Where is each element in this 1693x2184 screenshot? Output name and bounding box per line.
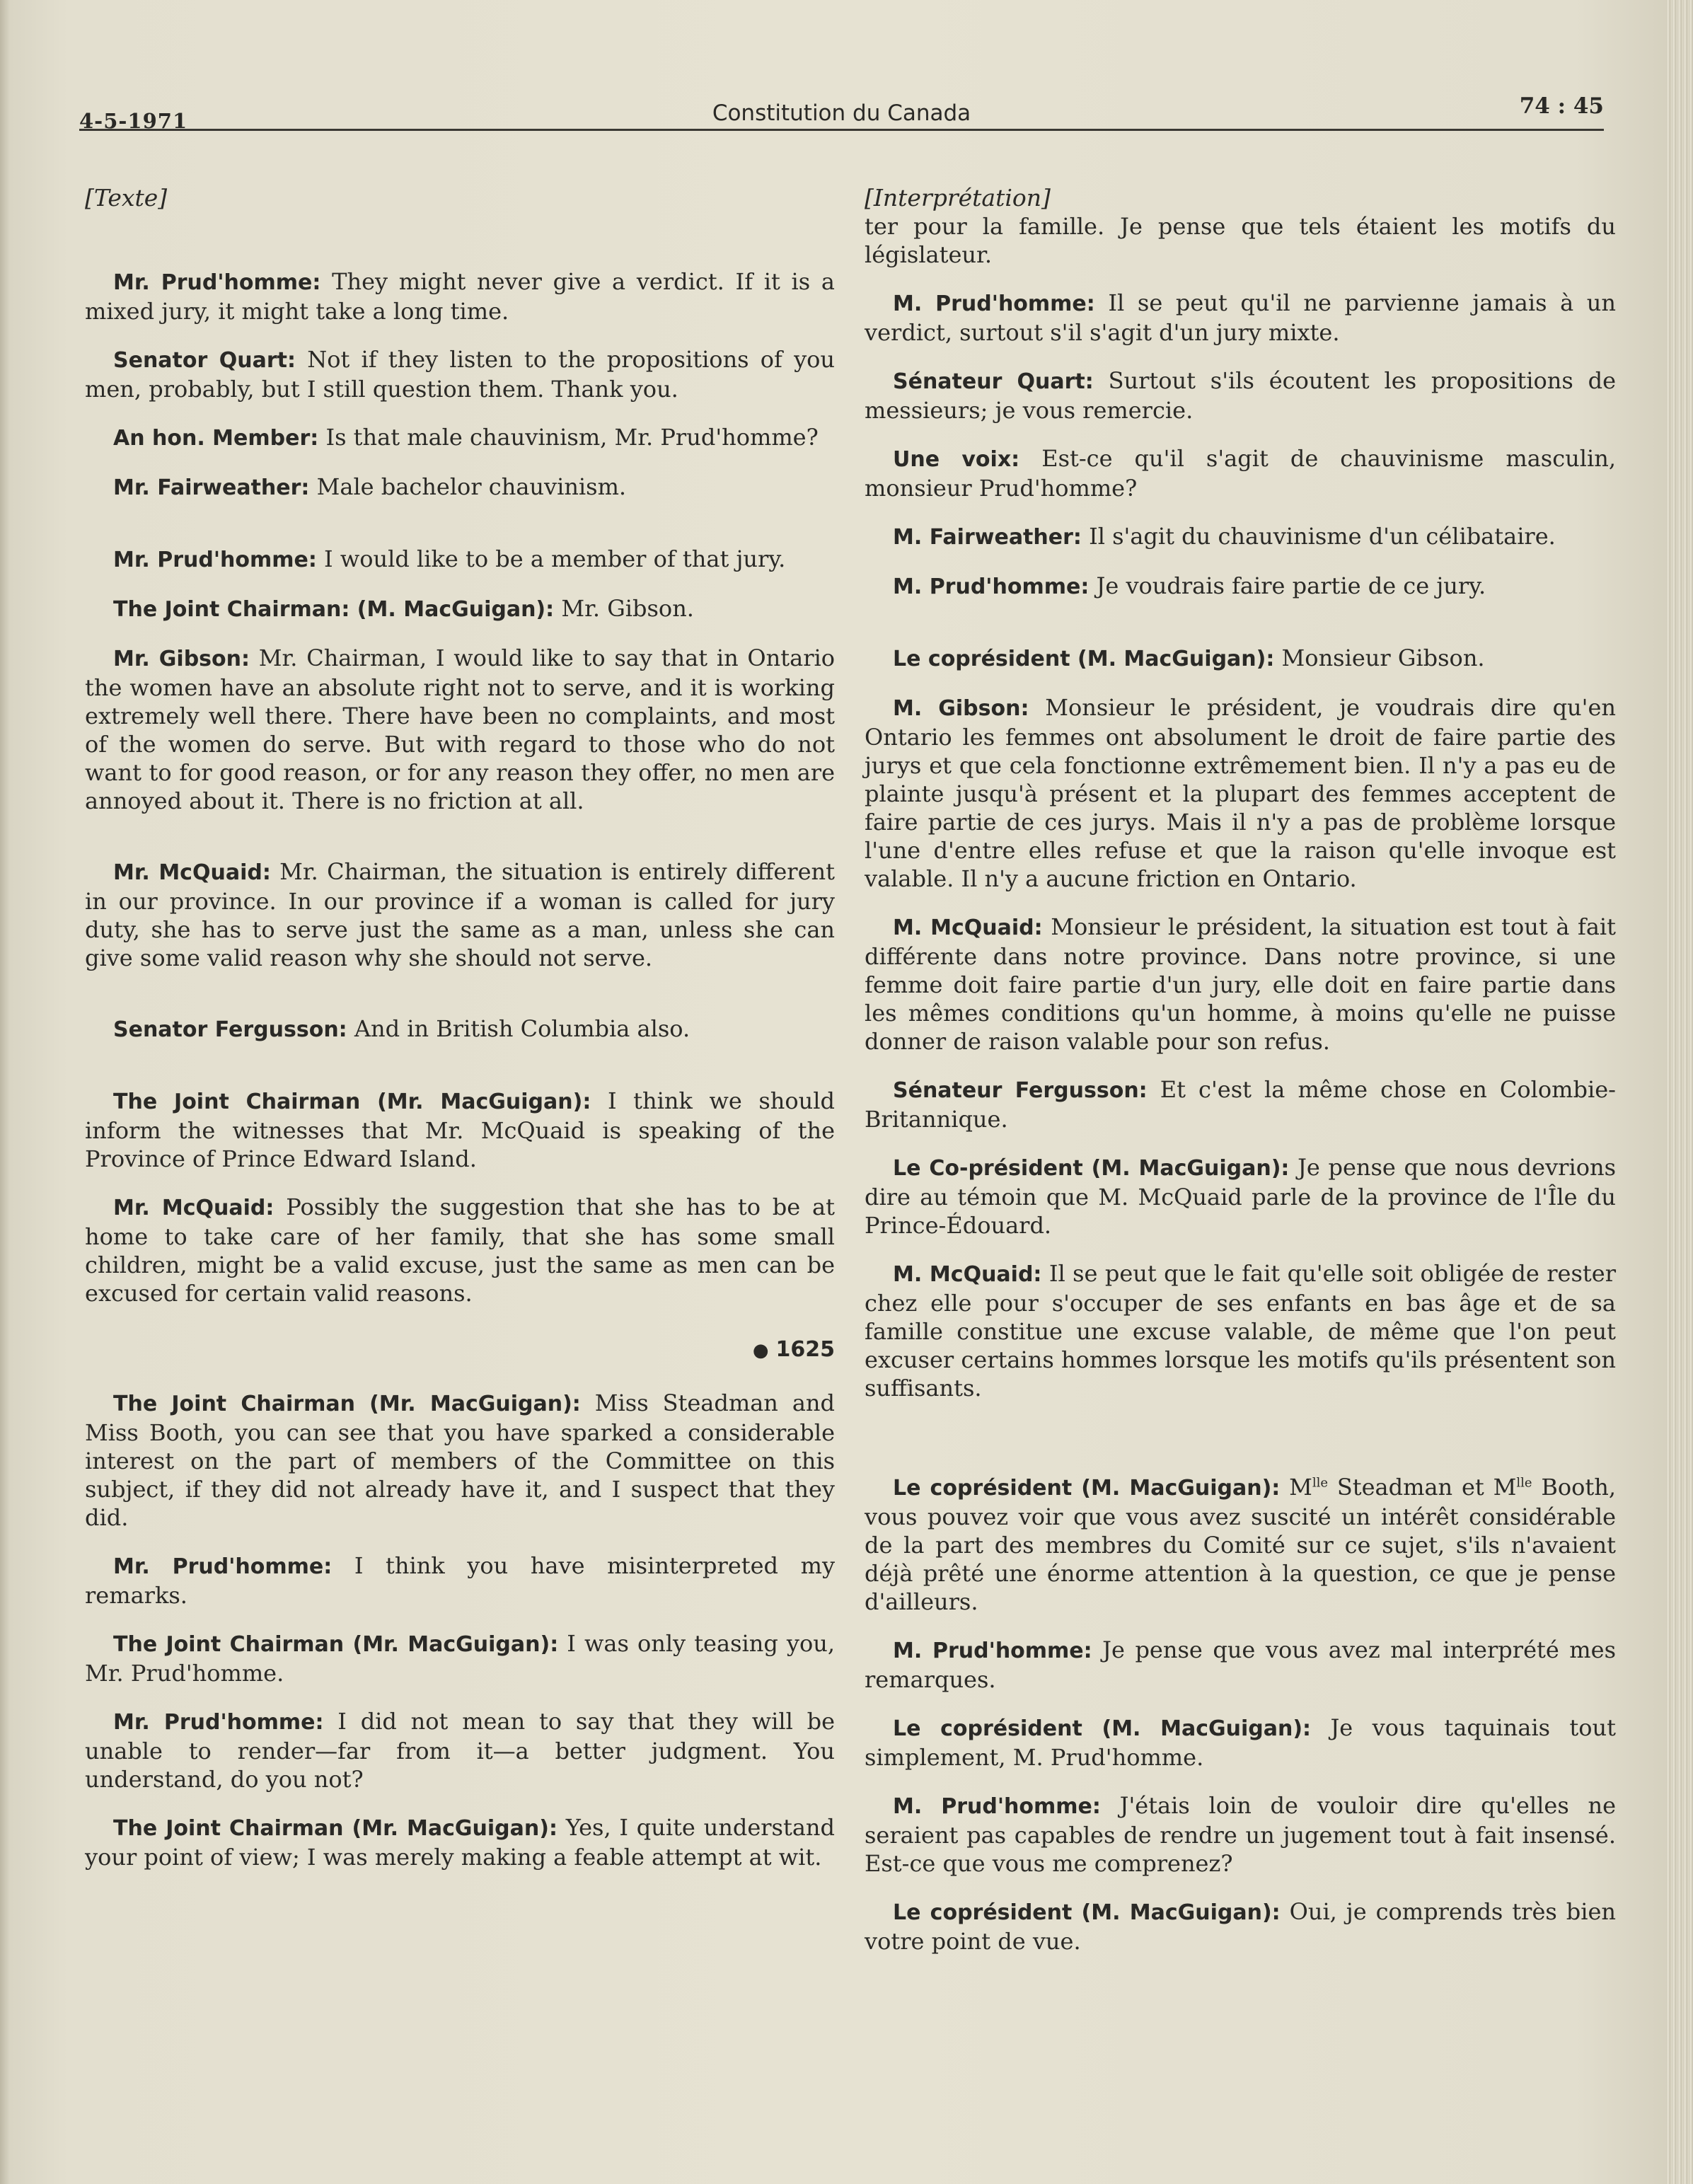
speech-text: Possibly the suggestion that she has to be at home to take care of her family, that she has some small children, might be a valid excuse, just the same as men can be excused for certain valid reasons. — [85, 1194, 835, 1307]
right-column — [865, 184, 1616, 1975]
speaker-name: Le Co-président (M. MacGuigan): — [893, 1156, 1290, 1181]
speech-text: Monsieur Gibson. — [1281, 645, 1485, 671]
speaker-name: Mr. Prud'homme: — [113, 1710, 324, 1735]
speaker-name: M. McQuaid: — [893, 1262, 1042, 1287]
speech-text: I think you have misinterpreted my remarks. — [85, 1552, 836, 1609]
page-stack-edge — [1666, 0, 1693, 2184]
continuation-text: ter pour la famille. Je pense que tels étaient les motifs du législateur. — [865, 213, 1616, 268]
speech-text: Miss Steadman and Miss Booth, you can see that you have sparked a considerable interest on the part of members of the Committee on this subject, if they did not already have it, and I suspect that they did. — [85, 1389, 836, 1531]
speech-text: Il se peut qu'il ne parvienne jamais à un verdict, surtout s'il s'agit d'un jury mixte. — [865, 289, 1617, 346]
header-date: 4-5-1971 — [79, 109, 188, 133]
speech-text: I think we should inform the witnesses that Mr. McQuaid is speaking of the Province of Prince Edward Island. — [85, 1087, 836, 1172]
transcript-entry — [85, 1087, 835, 1173]
speech-text: Monsieur le président, la situation est tout à fait différente dans notre province. Dans notre province, si une femme doit faire partie d'un jury, elle doit en faire partie dans les mêmes conditions qu'un homme, à moins qu'elle ne puisse donner de raison valable pour son refus. — [865, 913, 1617, 1055]
speech-text: Not if they listen to the propositions of you men, probably, but I still question them. Thank you. — [85, 346, 836, 403]
transcript-entry — [85, 473, 835, 502]
transcript-entry — [865, 693, 1616, 893]
speech-text: Yes, I quite understand your point of view; I was merely making a feable attempt at wit. — [85, 1814, 836, 1871]
section-label-texte: [Texte] — [85, 184, 168, 212]
speaker-name: Mr. Prud'homme: — [113, 548, 317, 572]
transcript-entry — [865, 1791, 1616, 1878]
speech-text: I was only teasing you, Mr. Prud'homme. — [85, 1630, 836, 1687]
speaker-name: Mr. Prud'homme: — [113, 270, 321, 295]
speaker-name: Le coprésident (M. MacGuigan): — [893, 647, 1275, 671]
transcript-entry — [85, 1707, 835, 1793]
speaker-name: Le coprésident (M. MacGuigan): — [893, 1476, 1281, 1501]
speech-text: Je vous taquinais tout simplement, M. Prud'homme. — [865, 1714, 1617, 1771]
transcript-entry — [865, 913, 1616, 1056]
speaker-name: M. Prud'homme: — [893, 1639, 1092, 1663]
transcript-entry — [865, 522, 1616, 552]
transcript-entry — [865, 1897, 1616, 1955]
transcript-entry — [85, 1389, 835, 1532]
text-part: Booth, vous pouvez voir que vous avez suscité un intérêt considérable de la part des membres du Comité sur ce sujet, s'ils n'avaient déjà prêté une énorme attention à la question, ce que je pense d'ailleurs. — [865, 1474, 1617, 1615]
speech-text: Mr. Chairman, the situation is entirely different in our province. In our province if a woman is called for jury duty, she has to serve just the same as a man, unless she can give some valid reason why she should not serve. — [85, 858, 835, 971]
transcript-entry — [85, 1193, 835, 1307]
transcript-entry — [85, 594, 835, 624]
speaker-name: Mr. Prud'homme: — [113, 1554, 333, 1579]
speaker-name: M. McQuaid: — [893, 915, 1043, 940]
transcript-entry — [85, 345, 835, 403]
speech-text: Je voudrais faire partie de ce jury. — [1096, 572, 1486, 599]
transcript-entry — [85, 644, 835, 815]
speaker-name: Sénateur Fergusson: — [893, 1078, 1148, 1103]
speech-text: Il se peut que le fait qu'elle soit obligée de rester chez elle pour s'occuper de ses enfants en bas âge et de sa famille constitue une excuse valable, de même que l'on peut excuser certains hommes lorsque les motifs qu'ils présentent son suffisants. — [865, 1260, 1617, 1402]
speech-text: Il s'agit du chauvinisme d'un célibataire. — [1089, 523, 1556, 550]
transcript-entry — [85, 1629, 835, 1687]
transcript-entry — [85, 423, 835, 453]
left-column — [85, 184, 835, 1891]
speaker-name: The Joint Chairman: (M. MacGuigan): — [113, 597, 555, 622]
bullet-icon: ● — [752, 1340, 769, 1361]
speech-text: Is that male chauvinism, Mr. Prud'homme? — [325, 424, 819, 451]
transcript-entry — [865, 572, 1616, 601]
transcript-entry — [865, 1153, 1616, 1240]
speaker-name: M. Gibson: — [893, 696, 1029, 721]
speaker-name: An hon. Member: — [113, 426, 319, 451]
transcript-entry — [865, 1473, 1616, 1616]
transcript-entry — [85, 1813, 835, 1871]
page-header — [79, 93, 1604, 132]
transcript-entry — [865, 1714, 1616, 1772]
speech-text: J'étais loin de vouloir dire qu'elles ne seraient pas capables de rendre un jugement tout à fait insensé. Est-ce que vous me comprenez? — [865, 1792, 1617, 1877]
superscript: lle — [1312, 1475, 1329, 1491]
transcript-entry — [865, 444, 1616, 502]
text-part: M — [1289, 1474, 1312, 1501]
transcript-entry — [85, 857, 835, 972]
header-title: Constitution du Canada — [712, 100, 971, 126]
speaker-name: Une voix: — [893, 447, 1020, 472]
speaker-name: Mr. McQuaid: — [113, 1196, 275, 1220]
speaker-name: Senator Quart: — [113, 348, 296, 373]
transcript-entry — [865, 644, 1616, 674]
speech-text: And in British Columbia also. — [354, 1015, 691, 1042]
speaker-name: Mr. McQuaid: — [113, 860, 271, 885]
speech-text: Oui, je comprends très bien votre point de vue. — [865, 1898, 1616, 1955]
header-page-number: 74 : 45 — [1519, 93, 1604, 119]
speaker-name: The Joint Chairman (Mr. MacGuigan): — [113, 1816, 557, 1841]
speech-text: Mr. Chairman, I would like to say that in Ontario the women have an absolute right not to serve, and it is working extremely well there. There have been no complaints, and most of the women do serve. But with regard to those who do not want to for good reason, or for any reason they offer, no men are annoyed about it. There is no friction at all. — [85, 645, 836, 814]
section-label-interpretation: [Interprétation] — [865, 184, 1051, 212]
speech-text: They might never give a verdict. If it is a mixed jury, it might take a long time. — [85, 268, 836, 325]
speech-text: Est-ce qu'il s'agit de chauvinisme masculin, monsieur Prud'homme? — [865, 445, 1617, 502]
speaker-name: The Joint Chairman (Mr. MacGuigan): — [113, 1392, 581, 1416]
speaker-name: Senator Fergusson: — [113, 1017, 347, 1042]
transcript-entry — [865, 1259, 1616, 1402]
time-marker — [85, 1336, 835, 1365]
transcript-entry — [85, 1552, 835, 1610]
speaker-name: The Joint Chairman (Mr. MacGuigan): — [113, 1632, 559, 1657]
speaker-name: Le coprésident (M. MacGuigan): — [893, 1716, 1312, 1741]
speaker-name: Mr. Fairweather: — [113, 475, 310, 500]
transcript-entry — [865, 1636, 1616, 1694]
page-binding-edge — [0, 0, 10, 2184]
speaker-name: Sénateur Quart: — [893, 369, 1094, 394]
speaker-name: M. Fairweather: — [893, 525, 1082, 550]
speech-text: Surtout s'ils écoutent les propositions de messieurs; je vous remercie. — [865, 367, 1617, 424]
speaker-name: Mr. Gibson: — [113, 647, 250, 671]
speaker-name: The Joint Chairman (Mr. MacGuigan): — [113, 1090, 591, 1114]
transcript-entry — [85, 545, 835, 574]
speech-text: Et c'est la même chose en Colombie-Britannique. — [865, 1076, 1616, 1133]
speaker-name: M. Prud'homme: — [893, 1794, 1101, 1819]
speaker-name: M. Prud'homme: — [893, 574, 1090, 599]
speech-text: Je pense que vous avez mal interprété mes remarques. — [865, 1636, 1617, 1693]
speech-text: I did not mean to say that they will be unable to render—far from it—a better judgment. You understand, do you not? — [85, 1708, 836, 1793]
transcript-entry — [865, 366, 1616, 424]
superscript: lle — [1516, 1475, 1532, 1491]
speech-text: Monsieur le président, je voudrais dire qu'en Ontario les femmes ont absolument le droit de faire partie des jurys et que cela fonctionne extrêmement bien. Il n'y a pas eu de plainte jusqu'à présent et la plupart des femmes acceptent de faire partie de ces jurys. Mais il n'y a pas de problème lorsque l'une d'entre elles refuse et que la raison qu'elle invoque est valable. Il n'y a aucune friction en Ontario. — [865, 694, 1617, 892]
transcript-entry — [85, 267, 835, 325]
speaker-name: Le coprésident (M. MacGuigan): — [893, 1900, 1281, 1925]
speech-text: Male bachelor chauvinism. — [316, 473, 627, 500]
speech-text: I would like to be a member of that jury. — [324, 545, 786, 572]
speaker-name: M. Prud'homme: — [893, 291, 1095, 316]
text-part: Steadman et M — [1328, 1474, 1517, 1501]
header-rule — [79, 129, 1604, 131]
time-marker-value: 1625 — [775, 1337, 835, 1362]
transcript-entry — [865, 1075, 1616, 1133]
speech-text: Je pense que nous devrions dire au témoin que M. McQuaid parle de la province de l'Île du Prince-Édouard. — [865, 1154, 1617, 1239]
transcript-entry — [865, 289, 1616, 347]
speech-text: Mr. Gibson. — [561, 595, 694, 622]
transcript-entry — [85, 1015, 835, 1044]
